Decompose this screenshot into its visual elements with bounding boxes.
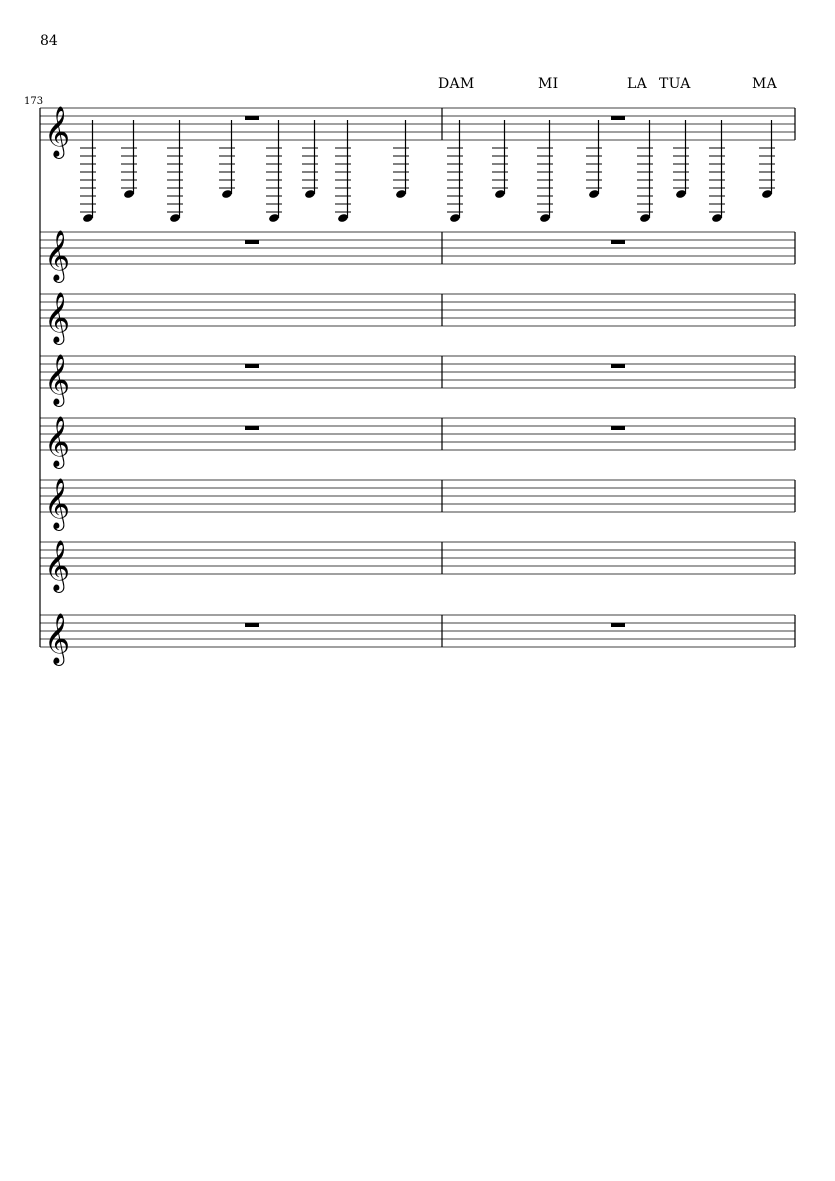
lyric-syllable: TUA xyxy=(659,76,691,92)
treble-clef-icon: 𝄞 xyxy=(44,540,71,591)
whole-rest-icon xyxy=(245,116,259,120)
whole-rest-icon xyxy=(611,116,625,120)
whole-rest-icon xyxy=(611,426,625,430)
treble-clef-icon: 𝄞 xyxy=(44,613,71,664)
treble-clef-icon: 𝄞 xyxy=(44,354,71,405)
measure-number: 173 xyxy=(24,96,44,107)
lyric-syllable: DAM xyxy=(438,76,475,92)
treble-clef-icon: 𝄞 xyxy=(44,106,71,157)
lyric-syllable: MA xyxy=(752,76,778,92)
whole-rest-icon xyxy=(611,240,625,244)
treble-clef-icon: 𝄞 xyxy=(44,478,71,529)
treble-clef-icon: 𝄞 xyxy=(44,292,71,343)
whole-rest-icon xyxy=(245,364,259,368)
whole-rest-icon xyxy=(245,240,259,244)
treble-clef-icon: 𝄞 xyxy=(44,230,71,281)
treble-clef-icon: 𝄞 xyxy=(44,416,71,467)
lyric-syllable: LA xyxy=(627,76,648,92)
whole-rest-icon xyxy=(611,364,625,368)
whole-rest-icon xyxy=(245,426,259,430)
whole-rest-icon xyxy=(611,623,625,627)
lyric-syllable: MI xyxy=(538,76,559,92)
page-number: 84 xyxy=(40,33,58,49)
whole-rest-icon xyxy=(245,623,259,627)
